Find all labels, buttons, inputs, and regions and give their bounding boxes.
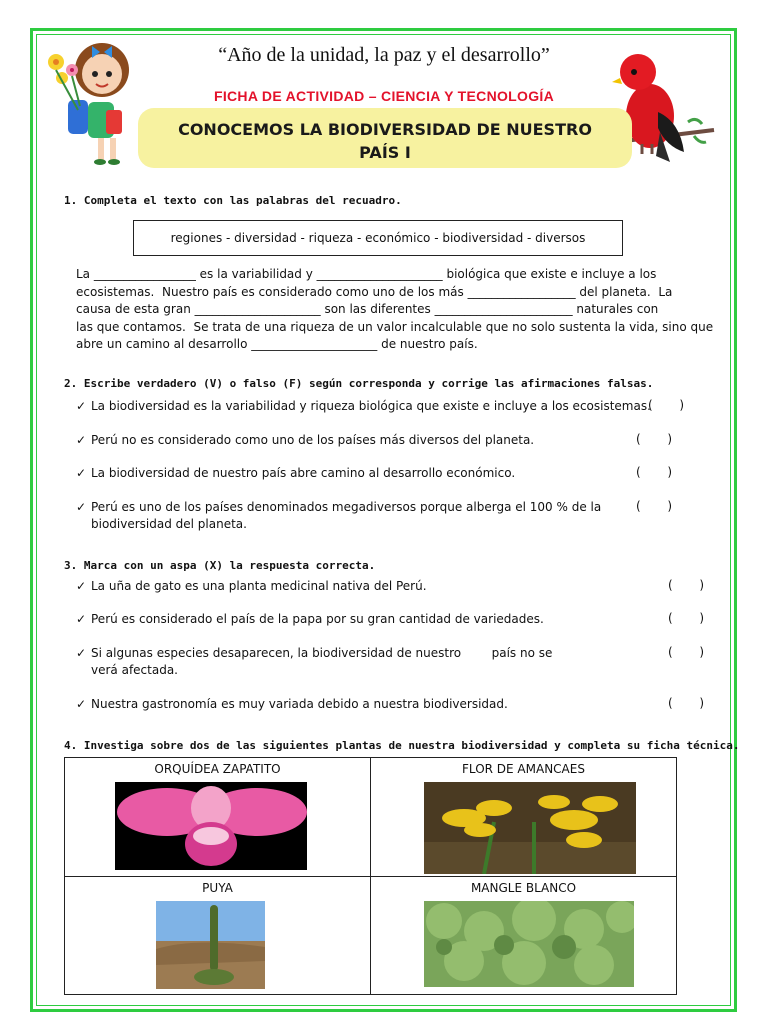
word-bank-box: regiones - diversidad - riqueza - económico - biodiversidad - diversos: [133, 220, 623, 256]
amancaes-flower-photo: [424, 782, 636, 874]
paragraph-line: las que contamos. Se trata de una riqueza de un valor incalculable que no solo sustenta la vida, sino que: [76, 319, 714, 334]
statement-text: La biodiversidad es la variabilidad y riqueza biológica que existe e incluye a los ecosistemas.: [91, 399, 651, 413]
answer-blank[interactable]: ( ): [636, 499, 673, 513]
answer-blank[interactable]: ( ): [668, 696, 705, 710]
check-icon: ✓: [76, 433, 87, 447]
statement-text: Perú es uno de los países denominados megadiversos porque alberga el 100 % de la biodiversidad del planeta.: [91, 500, 602, 531]
plant-cell: [65, 877, 371, 995]
title-line-1: CONOCEMOS LA BIODIVERSIDAD DE NUESTRO: [178, 120, 592, 139]
plant-cell: [371, 877, 677, 995]
statement-text: Si algunas especies desaparecen, la biodiversidad de nuestro país no se verá afectada.: [91, 646, 553, 677]
statement-text: La uña de gato es una planta medicinal nativa del Perú.: [91, 579, 427, 593]
check-icon: ✓: [76, 646, 87, 660]
question-1-title: 1. Completa el texto con las palabras del recuadro.: [64, 194, 402, 207]
check-icon: ✓: [76, 466, 87, 480]
fill-in-paragraph: [76, 266, 716, 354]
answer-blank[interactable]: ( ): [636, 465, 673, 479]
white-mangrove-photo: [424, 901, 634, 987]
paragraph-line: abre un camino al desarrollo _____________________ de nuestro país.: [76, 337, 478, 351]
question-4-title: 4. Investiga sobre dos de las siguientes plantas de nuestra biodiversidad y completa su ficha técnica.: [64, 739, 740, 752]
plant-name: ORQUÍDEA ZAPATITO: [154, 762, 281, 776]
statement-text: La biodiversidad de nuestro país abre camino al desarrollo económico.: [91, 466, 516, 480]
answer-blank[interactable]: ( ): [668, 611, 705, 625]
plant-name: PUYA: [202, 881, 233, 895]
question-3-title: 3. Marca con un aspa (X) la respuesta correcta.: [64, 559, 376, 572]
statement-text: Nuestra gastronomía es muy variada debido a nuestra biodiversidad.: [91, 697, 508, 711]
year-motto: “Año de la unidad, la paz y el desarrollo”: [218, 44, 550, 66]
answer-blank[interactable]: ( ): [648, 398, 685, 412]
paragraph-line: ecosistemas. Nuestro país es considerado como uno de los más __________________ del planeta. La: [76, 284, 673, 299]
plant-name: FLOR DE AMANCAES: [462, 762, 585, 776]
statement-text: Perú es considerado el país de la papa por su gran cantidad de variedades.: [91, 612, 544, 626]
check-icon: ✓: [76, 612, 87, 626]
plants-table: [64, 757, 677, 995]
statement-text: Perú no es considerado como uno de los países más diversos del planeta.: [91, 433, 535, 447]
paragraph-line: causa de esta gran _____________________ son las diferentes _______________________ naturales con: [76, 302, 659, 316]
plant-cell: [371, 758, 677, 877]
puya-photo: [156, 901, 265, 989]
check-icon: ✓: [76, 399, 87, 413]
answer-blank[interactable]: ( ): [668, 578, 705, 592]
plant-name: MANGLE BLANCO: [470, 881, 577, 895]
check-icon: ✓: [76, 697, 87, 711]
answer-blank[interactable]: ( ): [636, 432, 673, 446]
worksheet-title: [150, 118, 620, 164]
check-icon: ✓: [76, 500, 87, 514]
orchid-photo: [115, 782, 307, 870]
paragraph-line: La _________________ es la variabilidad y _____________________ biológica que existe e incluye a los: [76, 267, 657, 281]
plant-cell: [65, 758, 371, 877]
check-icon: ✓: [76, 579, 87, 593]
answer-blank[interactable]: ( ): [668, 645, 705, 659]
title-line-2: PAÍS I: [359, 143, 411, 162]
worksheet-subtitle: FICHA DE ACTIVIDAD – CIENCIA Y TECNOLOGÍA: [213, 88, 555, 104]
question-2-title: 2. Escribe verdadero (V) o falso (F) según corresponda y corrige las afirmaciones falsas.: [64, 377, 654, 390]
